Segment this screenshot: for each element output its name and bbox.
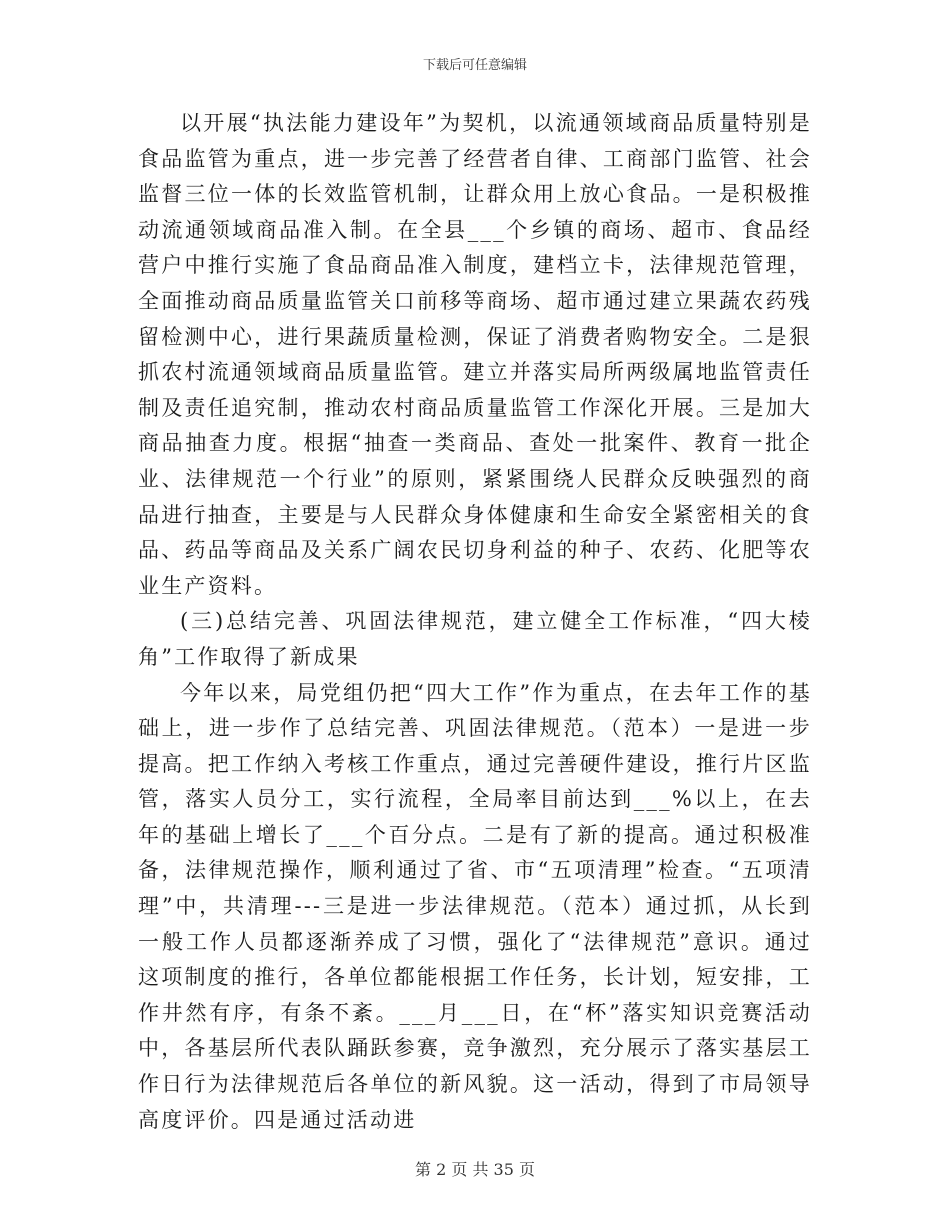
section-heading-paragraph: (三)总结完善、巩固法律规范，建立健全工作标准，“四大棱角”工作取得了新成果: [138, 609, 812, 669]
body-paragraph: 以开展“执法能力建设年”为契机，以流通领域商品质量特别是食品监管为重点，进一步完善了经营者自律、工商部门监管、社会监督三位一体的长效监管机制，让群众用上放心食品。一是积极推动流通领域商品准入制。在全县___个乡镇的商场、超市、食品经营户中推行实施了食品商品准入制度，建档立卡，法律规范管理，全面推动商品质量监管关口前移等商场、超市通过建立果蔬农药残留检测中心，进行果蔬质量检测，保证了消费者购物安全。二是狠抓农村流通领域商品质量监管。建立并落实局所两级属地监管责任制及责任追究制，推动农村商品质量监管工作深化开展。三是加大商品抽查力度。根据“抽查一类商品、查处一批案件、教育一批企业、法律规范一个行业”的原则，紧紧围绕人民群众反映强烈的商品进行抽查，主要是与人民群众身体健康和生命安全紧密相关的食品、药品等商品及关系广阔农民切身利益的种子、农药、化肥等农业生产资料。: [138, 111, 812, 598]
body-paragraph: 今年以来，局党组仍把“四大工作”作为重点，在去年工作的基础上，进一步作了总结完善、巩固法律规范。（范本）一是进一步提高。把工作纳入考核工作重点，通过完善硬件建设，推行片区监管，落实人员分工，实行流程，全局率目前达到___%以上，在去年的基础上增长了___个百分点。二是有了新的提高。通过积极准备，法律规范操作，顺利通过了省、市“五项清理”检查。“五项清理”中，共清理---三是进一步法律规范。（范本）通过抓，从长到一般工作人员都逐渐养成了习惯，强化了“法律规范”意识。通过这项制度的推行，各单位都能根据工作任务，长计划，短安排，工作井然有序，有条不紊。___月___日，在“杯”落实知识竞赛活动中，各基层所代表队踊跃参赛，竞争激烈，充分展示了落实基层工作日行为法律规范后各单位的新风貌。这一活动，得到了市局领导高度评价。四是通过活动进: [138, 680, 812, 1132]
page-header-note: 下载后可任意编辑: [422, 58, 527, 73]
document-body: [138, 106, 812, 1138]
page-number: 第 2 页 共 35 页: [415, 1160, 535, 1179]
